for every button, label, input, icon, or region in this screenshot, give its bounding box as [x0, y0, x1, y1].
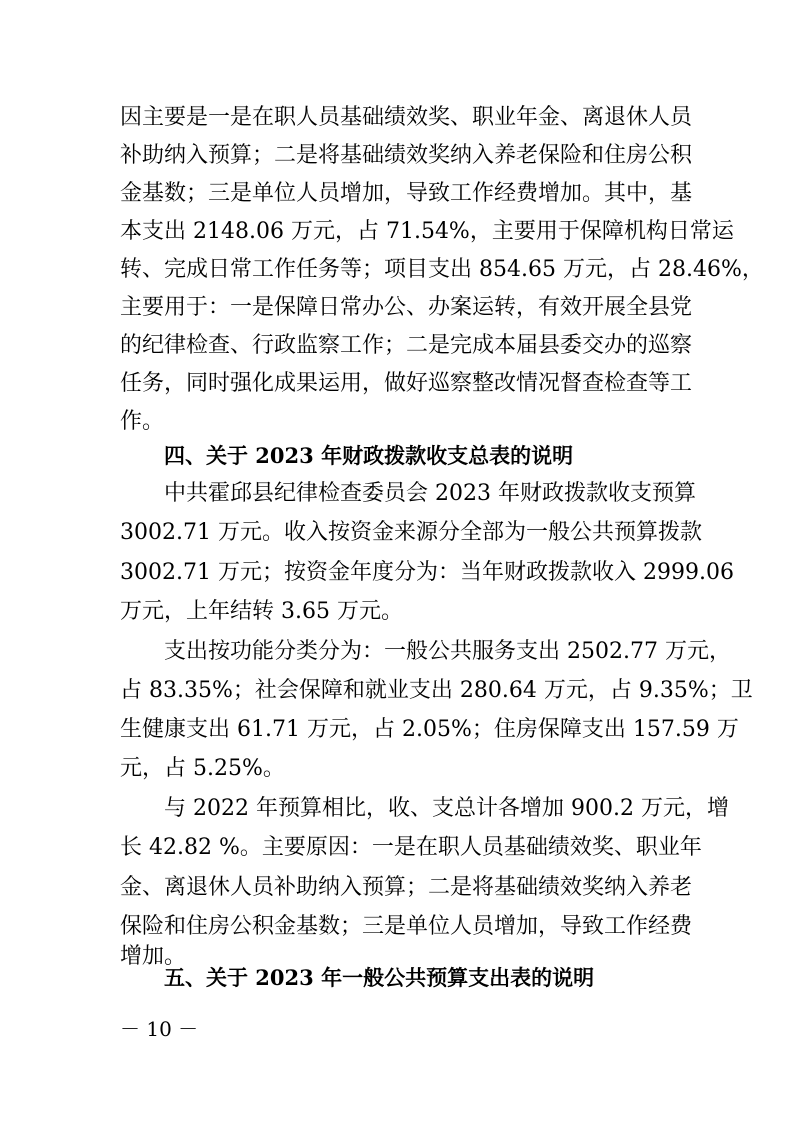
body-text-line: 金基数；三是单位人员增加，导致工作经费增加。其中，基: [120, 181, 693, 206]
body-text-line: 补助纳入预算；二是将基础绩效奖纳入养老保险和住房公积: [120, 143, 693, 168]
body-text-line: 增加。: [120, 944, 187, 969]
page-number: － 10 －: [120, 1017, 199, 1041]
body-text-line: 长 42.82 %。主要原因：一是在职人员基础绩效奖、职业年: [120, 835, 702, 860]
body-text-line: 因主要是一是在职人员基础绩效奖、职业年金、离退休人员: [120, 105, 693, 130]
body-text-line: 支出按功能分类分为：一般公共服务支出 2502.77 万元，: [164, 639, 731, 664]
body-text-line: 与 2022 年预算相比，收、支总计各增加 900.2 万元，增: [164, 796, 729, 821]
body-text-line: 生健康支出 61.71 万元，占 2.05%；住房保障支出 157.59 万: [120, 717, 739, 742]
section-heading-5: 五、关于 2023 年一般公共预算支出表的说明: [164, 965, 595, 990]
body-text-line: 本支出 2148.06 万元，占 71.54%，主要用于保障机构日常运: [120, 219, 734, 244]
section-heading-4: 四、关于 2023 年财政拨款收支总表的说明: [164, 443, 574, 468]
body-text-line: 占 83.35%；社会保障和就业支出 280.64 万元，占 9.35%；卫: [120, 678, 753, 703]
body-text-line: 保险和住房公积金基数；三是单位人员增加，导致工作经费: [120, 914, 693, 939]
body-text-line: 作。: [120, 409, 165, 434]
body-text-line: 主要用于：一是保障日常办公、办案运转，有效开展全县党: [120, 295, 693, 320]
body-text-line: 任务，同时强化成果运用，做好巡察整改情况督查检查等工: [120, 371, 693, 396]
body-text-line: 元，占 5.25%。: [120, 756, 285, 781]
body-text-line: 3002.71 万元。收入按资金来源分全部为一般公共预算拨款: [120, 520, 702, 545]
body-text-line: 转、完成日常工作任务等；项目支出 854.65 万元，占 28.46%，: [120, 257, 764, 282]
body-text-line: 的纪律检查、行政监察工作；二是完成本届县委交办的巡察: [120, 333, 693, 358]
body-text-line: 万元，上年结转 3.65 万元。: [120, 599, 403, 624]
body-text-line: 金、离退休人员补助纳入预算；二是将基础绩效奖纳入养老: [120, 875, 693, 900]
body-text-line: 中共霍邱县纪律检查委员会 2023 年财政拨款收支预算: [164, 481, 696, 506]
body-text-line: 3002.71 万元；按资金年度分为：当年财政拨款收入 2999.06: [120, 560, 734, 585]
